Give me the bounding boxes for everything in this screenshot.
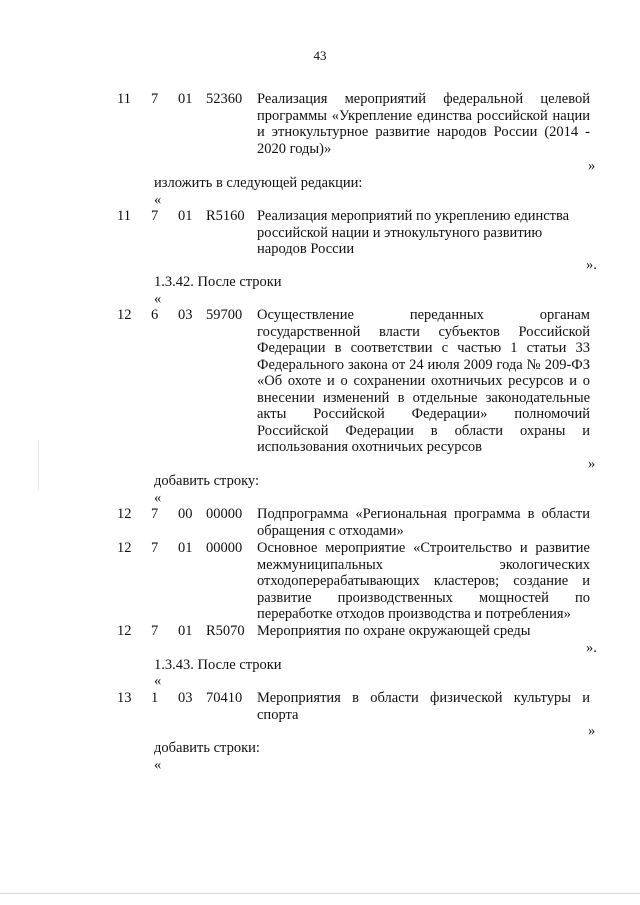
- code-col-3: 03: [178, 307, 193, 323]
- row-description: Мероприятия по охране окружающей среды: [257, 623, 531, 639]
- code-col-2: 7: [151, 506, 159, 522]
- code-col-3: 03: [178, 690, 193, 706]
- section-heading: 1.3.43. После строки: [154, 657, 282, 673]
- open-quote: «: [154, 757, 162, 773]
- row-description: Осуществление переданных органам государственной власти субъектов Российской Федерации в соответствии с частью 1 статьи 33 Федерального закона от 24 июля 2009 года № 209-ФЗ «Об охоте и о сохранении охотничьих ресурсов и о внесении изменений в отдельные законодательные акты Российской Федерации» полномочий Российской Федерации в области охраны и использования охотничьих ресурсов: [257, 307, 590, 455]
- code-col-1: 12: [117, 307, 132, 323]
- code-col-3: 00: [178, 506, 193, 522]
- open-quote: «: [154, 673, 162, 689]
- close-quote: ».: [586, 257, 597, 273]
- code-col-3: 01: [178, 623, 193, 639]
- code-col-4: 00000: [206, 506, 243, 522]
- code-col-4: R5070: [206, 623, 245, 639]
- open-quote: «: [154, 192, 162, 208]
- code-col-2: 7: [151, 208, 159, 224]
- code-col-4: R5160: [206, 208, 245, 224]
- code-col-2: 7: [151, 91, 159, 107]
- open-quote: «: [154, 291, 162, 307]
- page-bottom-edge: [0, 893, 640, 894]
- code-col-1: 11: [117, 208, 131, 224]
- code-col-4: 00000: [206, 540, 243, 556]
- code-col-2: 7: [151, 623, 159, 639]
- code-col-1: 13: [117, 690, 132, 706]
- code-col-4: 59700: [206, 307, 243, 323]
- code-col-3: 01: [178, 91, 193, 107]
- row-description: Реализация мероприятий по укреплению единства российской нации и этнокультуного развитию народов России: [257, 208, 570, 257]
- code-col-3: 01: [178, 540, 193, 556]
- section-heading: 1.3.42. После строки: [154, 274, 282, 290]
- code-col-2: 1: [151, 690, 159, 706]
- scan-margin-mark: [38, 440, 39, 490]
- code-col-3: 01: [178, 208, 193, 224]
- page-number: 43: [313, 48, 327, 63]
- instruction-text: изложить в следующей редакции:: [154, 175, 363, 191]
- open-quote: «: [154, 490, 162, 506]
- row-description: Реализация мероприятий федеральной целевой программы «Укрепление единства российской нации и этнокультурное развитие народов России (2014 - 2020 годы)»: [257, 91, 590, 157]
- code-col-1: 12: [117, 623, 132, 639]
- row-description: Основное мероприятие «Строительство и развитие межмуниципальных экологических отходоперерабатывающих кластеров; создание и развитие производственных мощностей по переработке отходов производства и потребления»: [257, 540, 590, 622]
- code-col-1: 12: [117, 540, 132, 556]
- code-col-4: 70410: [206, 690, 243, 706]
- close-quote: »: [588, 723, 596, 739]
- code-col-2: 7: [151, 540, 159, 556]
- code-col-4: 52360: [206, 91, 243, 107]
- code-col-2: 6: [151, 307, 159, 323]
- close-quote: »: [588, 456, 596, 472]
- code-col-1: 12: [117, 506, 132, 522]
- instruction-text: добавить строку:: [154, 473, 259, 489]
- close-quote: ».: [586, 640, 597, 656]
- code-col-1: 11: [117, 91, 131, 107]
- row-description: Мероприятия в области физической культуры и спорта: [257, 690, 590, 723]
- close-quote: »: [588, 158, 596, 174]
- row-description: Подпрограмма «Региональная программа в области обращения с отходами»: [257, 506, 590, 539]
- instruction-text: добавить строки:: [154, 740, 260, 756]
